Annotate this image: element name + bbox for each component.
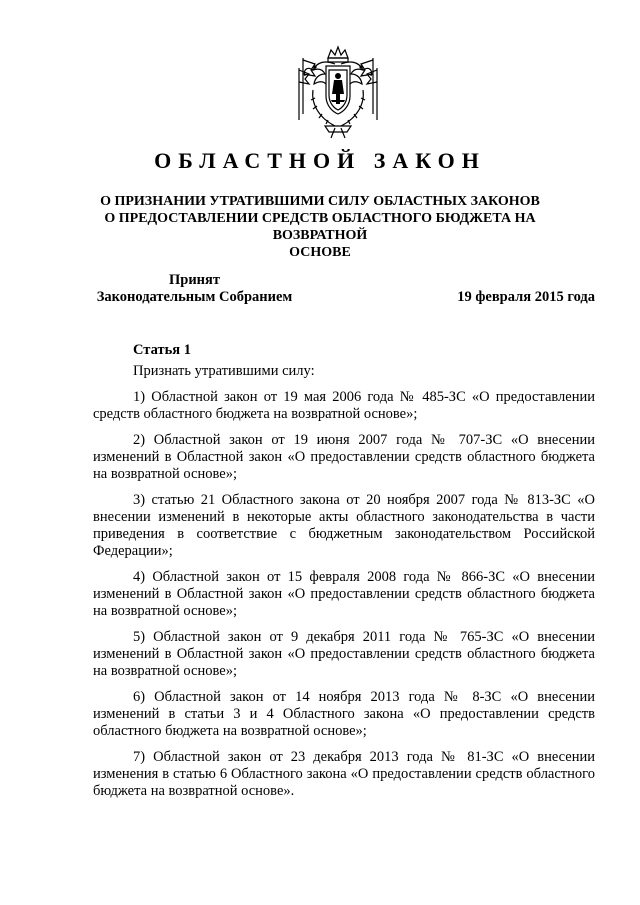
list-item: 5) Областной закон от 9 декабря 2011 года № 765-ЗС «О внесении изменений в Областной закон «О предоставлении средств областного бюджета на возвратной основе»;: [93, 629, 595, 679]
adoption-label-line: Принят: [168, 272, 221, 288]
list-item: 4) Областной закон от 15 февраля 2008 года № 866-ЗС «О внесении изменений в Областной закон «О предоставлении средств областного бюджета на возвратной основе»;: [93, 569, 595, 619]
article-intro: Признать утратившими силу:: [133, 363, 315, 379]
adoption-label: [92, 272, 297, 306]
coat-of-arms-icon: [295, 44, 381, 140]
article-body: [93, 340, 595, 809]
article-heading: Статья 1: [133, 342, 191, 358]
law-title-line: О ПРИЗНАНИИ УТРАТИВШИМИ СИЛУ ОБЛАСТНЫХ ЗАКОНОВ: [100, 194, 540, 209]
adoption-label-line: Законодательным Собранием: [96, 289, 293, 305]
list-item: 6) Областной закон от 14 ноября 2013 года № 8-ЗС «О внесении изменений в статьи 3 и 4 Областного закона «О предоставлении средств областного бюджета на возвратной основе»;: [93, 689, 595, 739]
law-title: [80, 193, 560, 261]
list-item: 7) Областной закон от 23 декабря 2013 года № 81-ЗС «О внесении изменения в статью 6 Областного закона «О предоставлении средств областного бюджета на возвратной основе».: [93, 749, 595, 799]
law-title-line: О ПРЕДОСТАВЛЕНИИ СРЕДСТВ ОБЛАСТНОГО БЮДЖЕТА НА ВОЗВРАТНОЙ: [104, 211, 536, 243]
law-title-line: ОСНОВЕ: [289, 245, 351, 260]
list-item: 3) статью 21 Областного закона от 20 ноября 2007 года № 813-ЗС «О внесении изменений в некоторые акты областного законодательства в части приведения в соответствие с бюджетным законодательством Российской Федерации»;: [93, 492, 595, 559]
adoption-date: 19 февраля 2015 года: [457, 289, 595, 305]
document-type-heading: ОБЛАСТНОЙ ЗАКОН: [154, 148, 486, 173]
list-item: 1) Областной закон от 19 мая 2006 года № 485-ЗС «О предоставлении средств областного бюджета на возвратной основе»;: [93, 389, 595, 422]
list-item: 2) Областной закон от 19 июня 2007 года № 707-ЗС «О внесении изменений в Областной закон «О предоставлении средств областного бюджета на возвратной основе»;: [93, 432, 595, 482]
